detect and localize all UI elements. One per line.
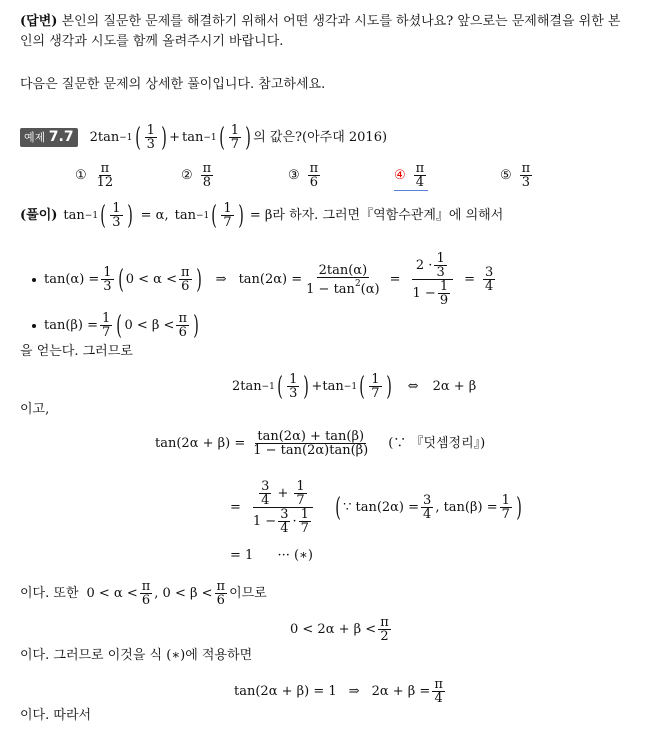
problem-badge	[20, 128, 78, 147]
inv: −1	[119, 132, 133, 143]
answer-text-2: 인의 생각과 시도를 함께 올려주시기 바랍니다.	[20, 34, 284, 49]
answer-line-1	[20, 14, 620, 30]
equivalence-line: 2 tan −1 ( $\frac{1}{3}$ ) + tan −1 ( $\frac{1}{7}$ ) ⇔ 2α + β	[232, 371, 477, 402]
func: tan	[97, 129, 120, 145]
inv-2: −1	[203, 132, 217, 143]
badge-number: 7.7	[48, 129, 74, 145]
thus-text: 이다. 따라서	[20, 708, 92, 723]
igo-text: 이고,	[20, 402, 50, 417]
sum-formula: tan(2α + β) = $\frac{\tan(2\alpha) + \tan(\beta)}{1 - \tan(2\alpha)\tan(\beta)}$ (∵ 『덧셈정리』)	[155, 429, 486, 458]
option-4-correct: ④ $\frac{\pi}{4}$	[394, 162, 428, 191]
solution-intro: (풀이) tan −1 ( $\frac{1}{3}$ ) = α, tan −1 ( $\frac{1}{7}$ ) = β 라 하자. 그러면『역함수관계』에 의해서	[20, 200, 504, 231]
problem-statement: 예제 7.7 2 tan −1 ( $\frac{1}{3}$ ) + tan −1 ( $\frac{1}{7}$ ) 의 값은?(아주대 2016)	[20, 124, 387, 151]
badge-prefix: 예제	[24, 131, 46, 144]
answer-text-1: 본인의 질문한 문제를 해결하기 위해서 어떤 생각과 시도를 하셨나요? 앞으로는 문제해결을 위한 본	[61, 14, 621, 29]
option-2: ② $\frac{\pi}{8}$	[181, 161, 212, 190]
bullet-tan-alpha: tan(α) = $\frac{1}{3}$ ( 0 < α < $\frac{\pi}{6}$ ) ⇒ tan(2α) = $\frac{2\tan(\alpha)}{1 - \tan^2(\alpha)}$ = 2 · $\frac{1}{3}$ 1 − $\frac{1}{9}$ = $\frac{3}{4}$	[32, 252, 497, 307]
intro-text: 다음은 질문한 문제의 상세한 풀이입니다. 참고하세요.	[20, 77, 326, 92]
frac-one-third: $\frac{1}{3}$	[146, 123, 155, 152]
range-line: 0 < 2α + β < $\frac{\pi}{2}$	[290, 615, 389, 644]
bullet-tan-beta: tan(β) = $\frac{1}{7}$ ( 0 < β < $\frac{\pi}{6}$ )	[32, 312, 201, 339]
apply-text: 이다. 그러므로 이것을 식 (∗)에 적용하면	[20, 648, 253, 663]
obtain-text: 을 얻는다. 그러므로	[20, 344, 133, 359]
range-conditions: 이다. 또한 0 < α < $\frac{\pi}{6}$ , 0 < β < $\frac{\pi}{6}$ 이므로	[20, 579, 267, 608]
answer-label: (답변)	[20, 14, 58, 29]
option-1: ① $\frac{\pi}{12}$	[75, 161, 114, 190]
option-5: ⑤ $\frac{\pi}{3}$	[500, 161, 531, 190]
result-line: = 1 ··· (∗)	[230, 548, 313, 563]
option-3: ③ $\frac{\pi}{6}$	[288, 161, 319, 190]
compound-step: = $\frac{3}{4}$ + $\frac{1}{7}$ 1 − $\frac{3}{4}$ · $\frac{1}{7}$ ( ∵ tan(2α) = $\frac{3}{4}$ , tan(β) = $\frac{1}{7}$ )	[230, 479, 522, 536]
compound-frac: 2 · $\frac{1}{3}$ 1 − $\frac{1}{9}$	[409, 252, 457, 307]
frac-one-seventh: $\frac{1}{7}$	[230, 123, 240, 152]
plus-sign: +	[169, 129, 180, 145]
func-2: tan	[182, 129, 204, 145]
final-line: tan(2α + β) = 1 ⇒ 2α + β = $\frac{\pi}{4}$	[234, 677, 443, 706]
problem-tail: 의 값은?(아주대 2016)	[253, 129, 388, 145]
solution-label: (풀이)	[20, 207, 58, 223]
coef: 2	[89, 129, 98, 145]
